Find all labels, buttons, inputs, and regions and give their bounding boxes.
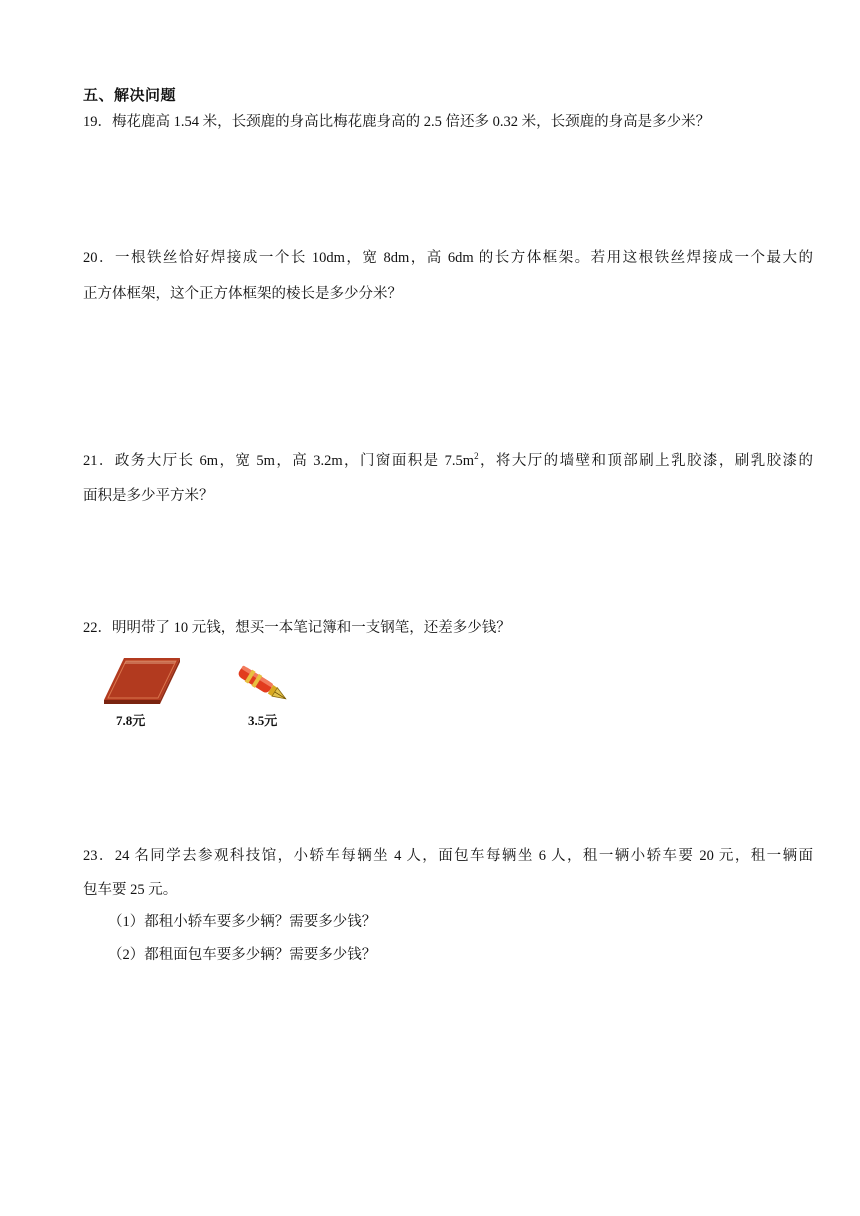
- question-21-line-2: 面积是多少平方米？: [83, 488, 214, 504]
- superscript-2: 2: [474, 451, 479, 462]
- notebook-price: 7.8元: [116, 713, 146, 728]
- question-20-line-2: 正方体框架，这个正方体框架的棱长是多少分米？: [83, 286, 402, 302]
- question-21-line-1: [83, 451, 813, 471]
- question-23-line-2: 包车要 25 元。: [83, 882, 178, 898]
- pen-icon: [232, 662, 292, 706]
- question-21-text-b: ，将大厅的墙壁和顶部刷上乳胶漆，刷乳胶漆的: [478, 453, 813, 469]
- pen-price: 3.5元: [248, 713, 278, 728]
- question-20-line-1: 20．一根铁丝恰好焊接成一个长 10dm，宽 8dm，高 6dm 的长方体框架。若用这根铁丝焊接成一个最大的: [83, 250, 813, 266]
- question-23-sub-2: （2）都租面包车要多少辆？需要多少钱？: [108, 947, 377, 963]
- question-23-line-1: 23．24 名同学去参观科技馆，小轿车每辆坐 4 人，面包车每辆坐 6 人，租一辆小轿车要 20 元，租一辆面: [83, 848, 813, 864]
- notebook-icon: [102, 656, 182, 706]
- question-19: 19．梅花鹿高 1.54 米，长颈鹿的身高比梅花鹿身高的 2.5 倍还多 0.32 米，长颈鹿的身高是多少米？: [83, 114, 711, 130]
- question-23-sub-1: （1）都租小轿车要多少辆？需要多少钱？: [108, 914, 377, 930]
- section-title: 五、解决问题: [83, 86, 177, 104]
- question-21-text-a: 21．政务大厅长 6m，宽 5m，高 3.2m，门窗面积是 7.5m: [83, 453, 475, 469]
- question-22: 22．明明带了 10 元钱，想买一本笔记簿和一支钢笔，还差多少钱？: [83, 620, 511, 636]
